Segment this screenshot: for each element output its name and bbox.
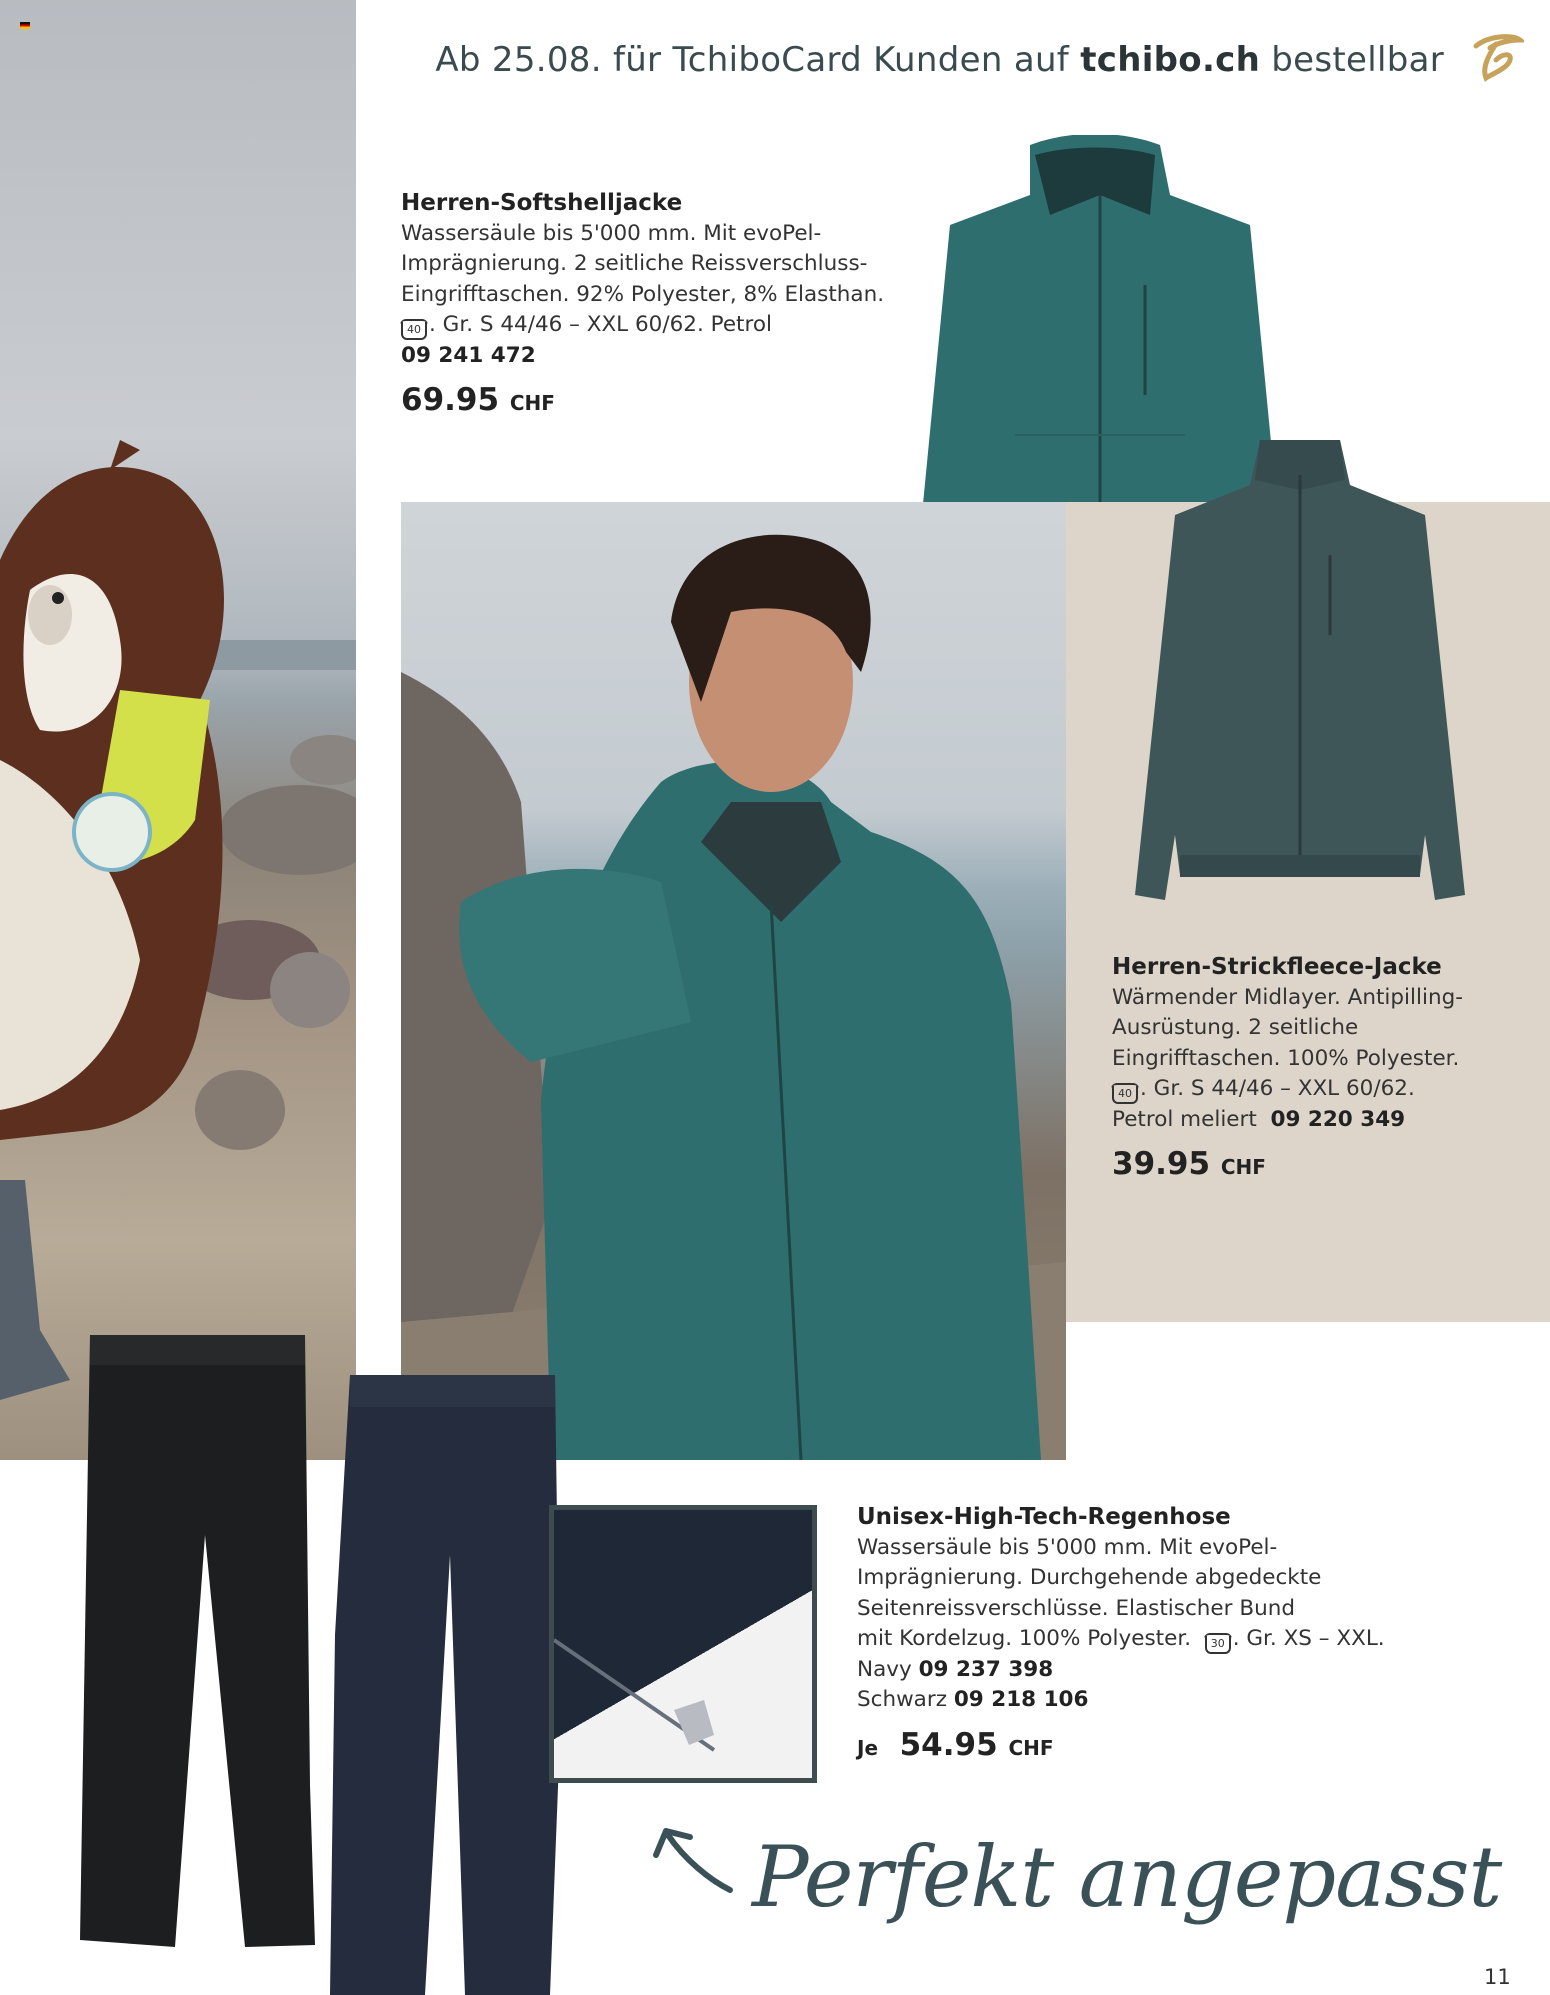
rain-pants-image [75, 1335, 565, 1995]
availability-header [435, 40, 1444, 80]
rainpants-desc-4: mit Kordelzug. 100% Polyester. 30 . Gr. XS – XXL. [857, 1624, 1417, 1655]
fleece-title: Herren-Strickfleece-Jacke [1112, 954, 1442, 980]
page-number: 11 [1484, 1965, 1511, 1989]
rainpants-variant-black: Schwarz 09 218 106 [857, 1687, 1089, 1712]
softshell-desc-4: 40 . Gr. S 44/46 – XXL 60/62. Petrol [401, 310, 921, 341]
fleece-desc-4: 40 . Gr. S 44/46 – XXL 60/62. [1112, 1074, 1532, 1105]
tagline: Perfekt angepasst [752, 1828, 1502, 1926]
softshell-desc-2: Imprägnierung. 2 seitliche Reissverschluss- [401, 251, 868, 276]
pants-detail-photo [549, 1505, 817, 1783]
softshell-desc-1: Wassersäule bis 5'000 mm. Mit evoPel- [401, 220, 822, 246]
softshell-price: 69.95 CHF [401, 382, 555, 418]
model-illustration [401, 502, 1066, 1460]
rainpants-desc-3: Seitenreissverschlüsse. Elastischer Bund [857, 1595, 1295, 1621]
rainpants-variant-navy: Navy 09 237 398 [857, 1656, 1054, 1682]
header-site-link[interactable]: tchibo.ch [1080, 40, 1261, 80]
pants-detail-illustration [554, 1510, 812, 1778]
softshell-desc-3: Eingrifftaschen. 92% Polyester, 8% Elasthan. [401, 281, 885, 307]
header-text-before: Ab 25.08. für TchiboCard Kunden auf [435, 40, 1081, 80]
tchibo-logo-icon [1468, 28, 1524, 84]
dog-beach-photo [0, 0, 356, 1460]
curved-arrow-icon [650, 1825, 740, 1905]
wash-40-icon: 40 [1112, 1086, 1138, 1104]
fleece-desc-3: Eingrifftaschen. 100% Polyester. [1112, 1045, 1460, 1071]
softshell-article-number: 09 241 472 [401, 342, 536, 368]
fleece-desc-2: Ausrüstung. 2 seitliche [1112, 1015, 1359, 1040]
fleece-desc-1: Wärmender Midlayer. Antipilling- [1112, 984, 1463, 1010]
wash-30-icon: 30 [1205, 1636, 1231, 1654]
rainpants-product-info [857, 1502, 1417, 1767]
rainpants-title: Unisex-High-Tech-Regenhose [857, 1504, 1231, 1530]
fleece-jacket-image [1135, 435, 1465, 905]
rainpants-desc-2: Imprägnierung. Durchgehende abgedeckte [857, 1565, 1322, 1590]
softshell-title: Herren-Softshelljacke [401, 190, 683, 216]
rainpants-price: Je 54.95 CHF [857, 1726, 1054, 1763]
fleece-color-article: Petrol meliert 09 220 349 [1112, 1106, 1406, 1132]
softshell-product-info [401, 188, 921, 422]
fleece-product-info [1112, 952, 1532, 1186]
model-photo [401, 502, 1066, 1460]
dog-illustration [0, 0, 356, 1460]
rainpants-desc-1: Wassersäule bis 5'000 mm. Mit evoPel- [857, 1534, 1278, 1560]
language-flag-icon [20, 22, 30, 29]
wash-40-icon: 40 [401, 322, 427, 340]
header-text-after: bestellbar [1260, 40, 1444, 80]
fleece-price: 39.95 CHF [1112, 1146, 1266, 1182]
